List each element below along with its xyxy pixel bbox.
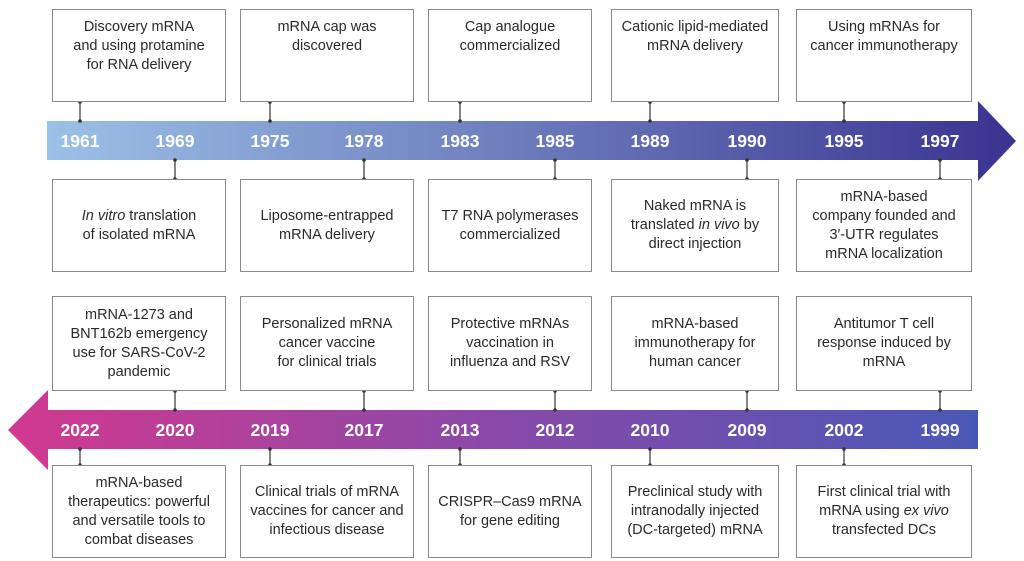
event-text-main: mRNA cap was discovered: [277, 19, 377, 54]
event-text-main: Cationic lipid-mediated mRNA delivery: [621, 19, 769, 54]
year-label-row2-7: 2009: [727, 420, 767, 440]
event-box-row1-above-4: [796, 9, 972, 102]
year-label-row1-7: 1990: [727, 131, 767, 151]
event-box-row2-above-3: [611, 296, 779, 391]
event-text-tail: transfected DCs: [832, 522, 936, 538]
event-text-main: Using mRNAs for cancer immunotherapy: [810, 19, 958, 54]
event-text: [260, 207, 393, 245]
event-text: [450, 315, 570, 372]
year-label-row2-6: 2010: [630, 420, 670, 440]
event-box-row2-above-0: [52, 296, 226, 391]
event-text-main: Naked mRNA is translated: [630, 198, 747, 233]
event-text: [250, 483, 403, 540]
connector-dot: [648, 447, 652, 451]
connector-dot: [458, 447, 462, 451]
event-text-main: Liposome-entrapped mRNA delivery: [260, 207, 394, 243]
event-box-row1-below-3: [611, 179, 779, 272]
event-text: [627, 483, 762, 540]
event-text: [82, 207, 196, 245]
event-text: [810, 18, 958, 56]
event-text: [817, 315, 951, 372]
event-text-main: mRNA-based company founded and 3′-UTR regulates mRNA localization: [812, 188, 956, 262]
event-text-main: mRNA-1273 and BNT162b emergency use for SARS-CoV-2 pandemic: [70, 306, 208, 380]
event-text: [277, 18, 376, 56]
event-text-main: Antitumor T cell response induced by mRNA: [817, 316, 951, 370]
year-label-row1-5: 1985: [535, 131, 575, 151]
connector-dot: [173, 158, 177, 162]
event-text: [68, 474, 210, 550]
event-text: [460, 18, 561, 56]
event-box-row2-below-0: [52, 465, 226, 558]
event-text: [818, 483, 951, 540]
event-text: [622, 18, 769, 56]
event-text: [73, 18, 204, 75]
event-box-row2-below-1: [240, 465, 414, 558]
connector-dot: [553, 158, 557, 162]
year-label-row1-4: 1983: [440, 131, 480, 151]
event-text-main: Cap analogue commercialized: [459, 19, 561, 54]
year-label-row1-9: 1997: [920, 131, 960, 151]
connector-dot: [745, 158, 749, 162]
event-text-italic: ex vivo: [903, 503, 949, 519]
year-label-row1-6: 1989: [630, 131, 670, 151]
event-text-main: T7 RNA polymerases commercialized: [441, 207, 579, 243]
connector-dot: [745, 408, 749, 412]
event-text-tail: by direct injection: [648, 217, 760, 252]
event-box-row1-below-2: [428, 179, 592, 272]
connector-dot: [78, 447, 82, 451]
event-box-row2-above-1: [240, 296, 414, 391]
event-box-row1-below-4: [796, 179, 972, 272]
connector-dot: [362, 158, 366, 162]
connector-dot: [938, 158, 942, 162]
year-label-row2-0: 2022: [60, 420, 100, 440]
event-text-main: Discovery mRNA and using protamine for RNA delivery: [73, 19, 205, 73]
year-label-row2-2: 2019: [250, 420, 290, 440]
connector-dot: [268, 447, 272, 451]
event-text-main: Preclinical study with intranodally injected (DC-targeted) mRNA: [627, 484, 763, 538]
year-label-row2-9: 1999: [920, 420, 960, 440]
event-box-row1-above-0: [52, 9, 226, 102]
event-box-row2-below-4: [796, 465, 972, 558]
event-text: [442, 207, 579, 245]
event-box-row2-below-3: [611, 465, 779, 558]
year-label-row2-5: 2012: [535, 420, 575, 440]
event-text-main: First clinical trial with mRNA using: [817, 484, 951, 519]
event-text: [635, 315, 756, 372]
connector-dot: [938, 408, 942, 412]
event-box-row1-below-0: [52, 179, 226, 272]
connector-dot: [458, 119, 462, 123]
event-box-row2-above-2: [428, 296, 592, 391]
event-text: [438, 493, 581, 531]
event-box-row1-above-2: [428, 9, 592, 102]
event-text-main: Clinical trials of mRNA vaccines for cancer and infectious disease: [250, 484, 404, 538]
event-box-row2-above-4: [796, 296, 972, 391]
event-box-row1-above-1: [240, 9, 414, 102]
year-label-row2-3: 2017: [344, 420, 384, 440]
year-label-row1-2: 1975: [250, 131, 290, 151]
event-text-main: translation of isolated mRNA: [82, 207, 197, 243]
event-text-main: mRNA-based immunotherapy for human cancer: [634, 316, 756, 370]
connector-dot: [842, 119, 846, 123]
connector-dot: [842, 447, 846, 451]
year-label-row2-8: 2002: [824, 420, 864, 440]
connector-dot: [173, 408, 177, 412]
event-text: [70, 306, 207, 382]
connector-dot: [362, 408, 366, 412]
year-label-row2-1: 2020: [155, 420, 195, 440]
year-label-row1-3: 1978: [344, 131, 384, 151]
event-text-main: CRISPR–Cas9 mRNA for gene editing: [438, 493, 582, 529]
event-box-row1-below-1: [240, 179, 414, 272]
year-label-row1-1: 1969: [155, 131, 195, 151]
connector-dot: [648, 119, 652, 123]
connector-dot: [268, 119, 272, 123]
year-label-row2-4: 2013: [440, 420, 480, 440]
event-text: [262, 315, 393, 372]
event-text-main: Protective mRNAs vaccination in influenza and RSV: [449, 316, 571, 370]
event-text-main: Personalized mRNA cancer vaccine for clinical trials: [261, 316, 393, 370]
event-box-row1-above-3: [611, 9, 779, 102]
event-text-main: mRNA-based therapeutics: powerful and versatile tools to combat diseases: [68, 474, 210, 548]
year-label-row1-8: 1995: [824, 131, 864, 151]
connector-dot: [78, 119, 82, 123]
year-label-row1-0: 1961: [60, 131, 100, 151]
event-text-italic: in vivo: [698, 217, 740, 233]
event-text-italic: In vitro: [81, 207, 126, 224]
connector-dot: [553, 408, 557, 412]
event-box-row2-below-2: [428, 465, 592, 558]
event-text: [631, 197, 759, 254]
event-text: [812, 188, 956, 264]
